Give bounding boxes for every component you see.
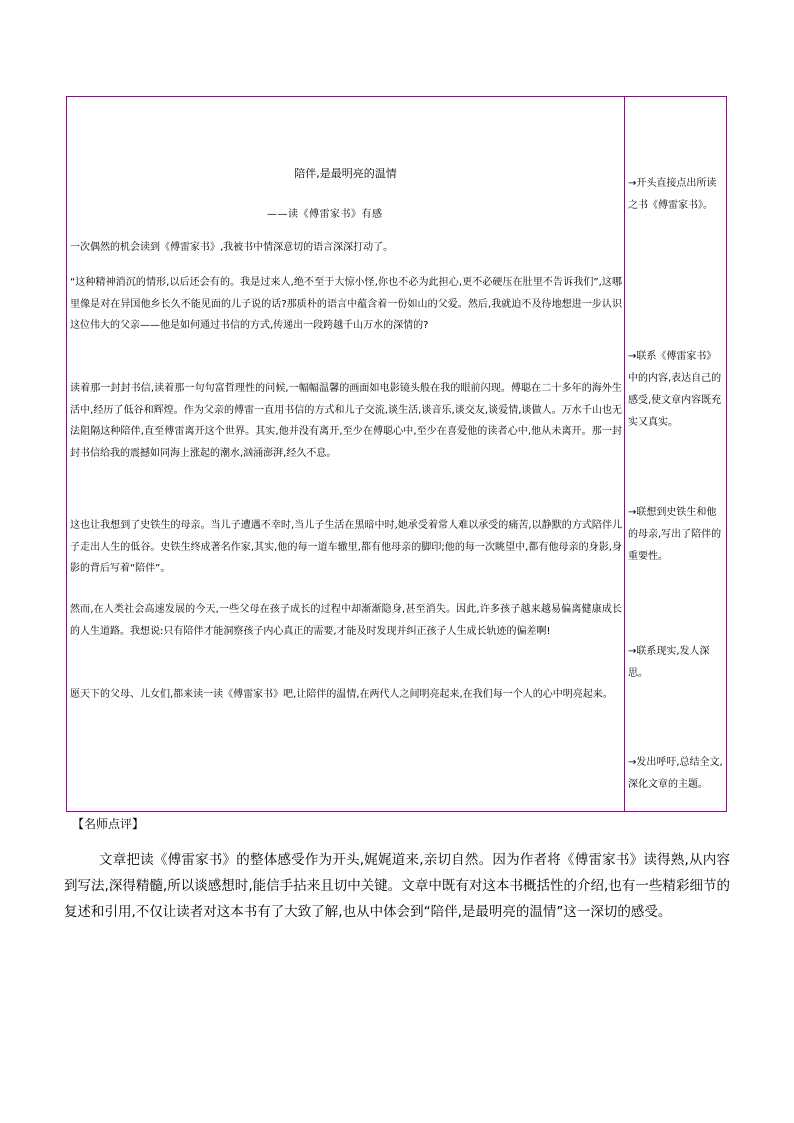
essay-title: 陪伴,是最明亮的温情: [294, 167, 397, 180]
essay-paragraph-3: 读着那一封封书信,读着那一句句富哲理性的问候,一幅幅温馨的画面如电影镜头般在我的眼前闪现。傅聪在二十多年的海外生活中,经历了低谷和辉煌。作为父亲的傅雷一直用书信的方式和儿子交流,谈生活,谈音乐,谈交友,谈爱情,谈做人。万水千山也无法阻隔这种陪伴,直至傅雷离开这个世界。其实,他并没有离开,至少在傅聪心中,至少在喜爱他的读者心中,他从未离开。那一封封书信给我的震撼如同海上涨起的潮水,汹涌澎湃,经久不息。: [70, 383, 622, 459]
essay-paragraph-1: 一次偶然的机会读到《傅雷家书》,我被书中情深意切的语言深深打动了。: [70, 242, 394, 253]
annotation-3: →联想到史铁生和他的母亲,写出了陪伴的重要性。: [628, 507, 722, 562]
essay-table: [66, 96, 727, 812]
essay-paragraph-6: 愿天下的父母、儿女们,都来读一读《傅雷家书》吧,让陪伴的温情,在两代人之间明亮起来,在我们每一个人的心中明亮起来。: [70, 689, 613, 700]
essay-paragraph-5: 然而,在人类社会高速发展的今天,一些父母在孩子成长的过程中却渐渐隐身,甚至消失。因此,许多孩子越来越易偏离健康成长的人生道路。我想说:只有陪伴才能洞察孩子内心真正的需要,才能及时发现并纠正孩子人生成长轨迹的偏差啊!: [70, 604, 622, 637]
essay-subtitle: ——读《傅雷家书》有感: [267, 209, 383, 220]
essay-column: [67, 97, 624, 811]
annotation-1: →开头直接点出所读之书《傅雷家书》。: [628, 178, 717, 211]
comment-body: 文章把读《傅雷家书》的整体感受作为开头,娓娓道来,亲切自然。因为作者将《傅雷家书》读得熟,从内容到写法,深得精髓,所以谈感想时,能信手拈来且切中关键。文章中既有对这本书概括性的介绍,也有一些精彩细节的复述和引用,不仅让读者对这本书有了大致了解,也从中体会到“陪伴,是最明亮的温情”这一深切的感受。: [64, 852, 730, 920]
essay-paragraph-2: “这种精神消沉的情形,以后还会有的。我是过来人,绝不至于大惊小怪,你也不必为此担心,更不必硬压在肚里不告诉我们”,这哪里像是对在异国他乡长久不能见面的儿子说的话?那质朴的语言中蕴含着一份如山的父爱。然后,我就迫不及待地想进一步认识这位伟大的父亲——他是如何通过书信的方式,传递出一段跨越千山万水的深情的?: [70, 277, 622, 331]
essay-paragraph-4: 这也让我想到了史铁生的母亲。当儿子遭遇不幸时,当儿子生活在黑暗中时,她承受着常人难以承受的痛苦,以静默的方式陪伴儿子走出人生的低谷。史铁生终成著名作家,其实,他的每一道车辙里,都有他母亲的脚印;他的每一次眺望中,都有他母亲的身影,身影的背后写着“陪伴”。: [70, 520, 622, 574]
annotation-2: →联系《傅雷家书》中的内容,表达自己的感受,使文章内容既充实又真实。: [628, 351, 722, 428]
comment-heading: 【名师点评】: [72, 817, 145, 831]
annotation-4: →联系现实,发人深思。: [628, 646, 710, 679]
annotation-column: [625, 97, 728, 811]
annotation-5: →发出呼吁,总结全文,深化文章的主题。: [628, 757, 723, 790]
